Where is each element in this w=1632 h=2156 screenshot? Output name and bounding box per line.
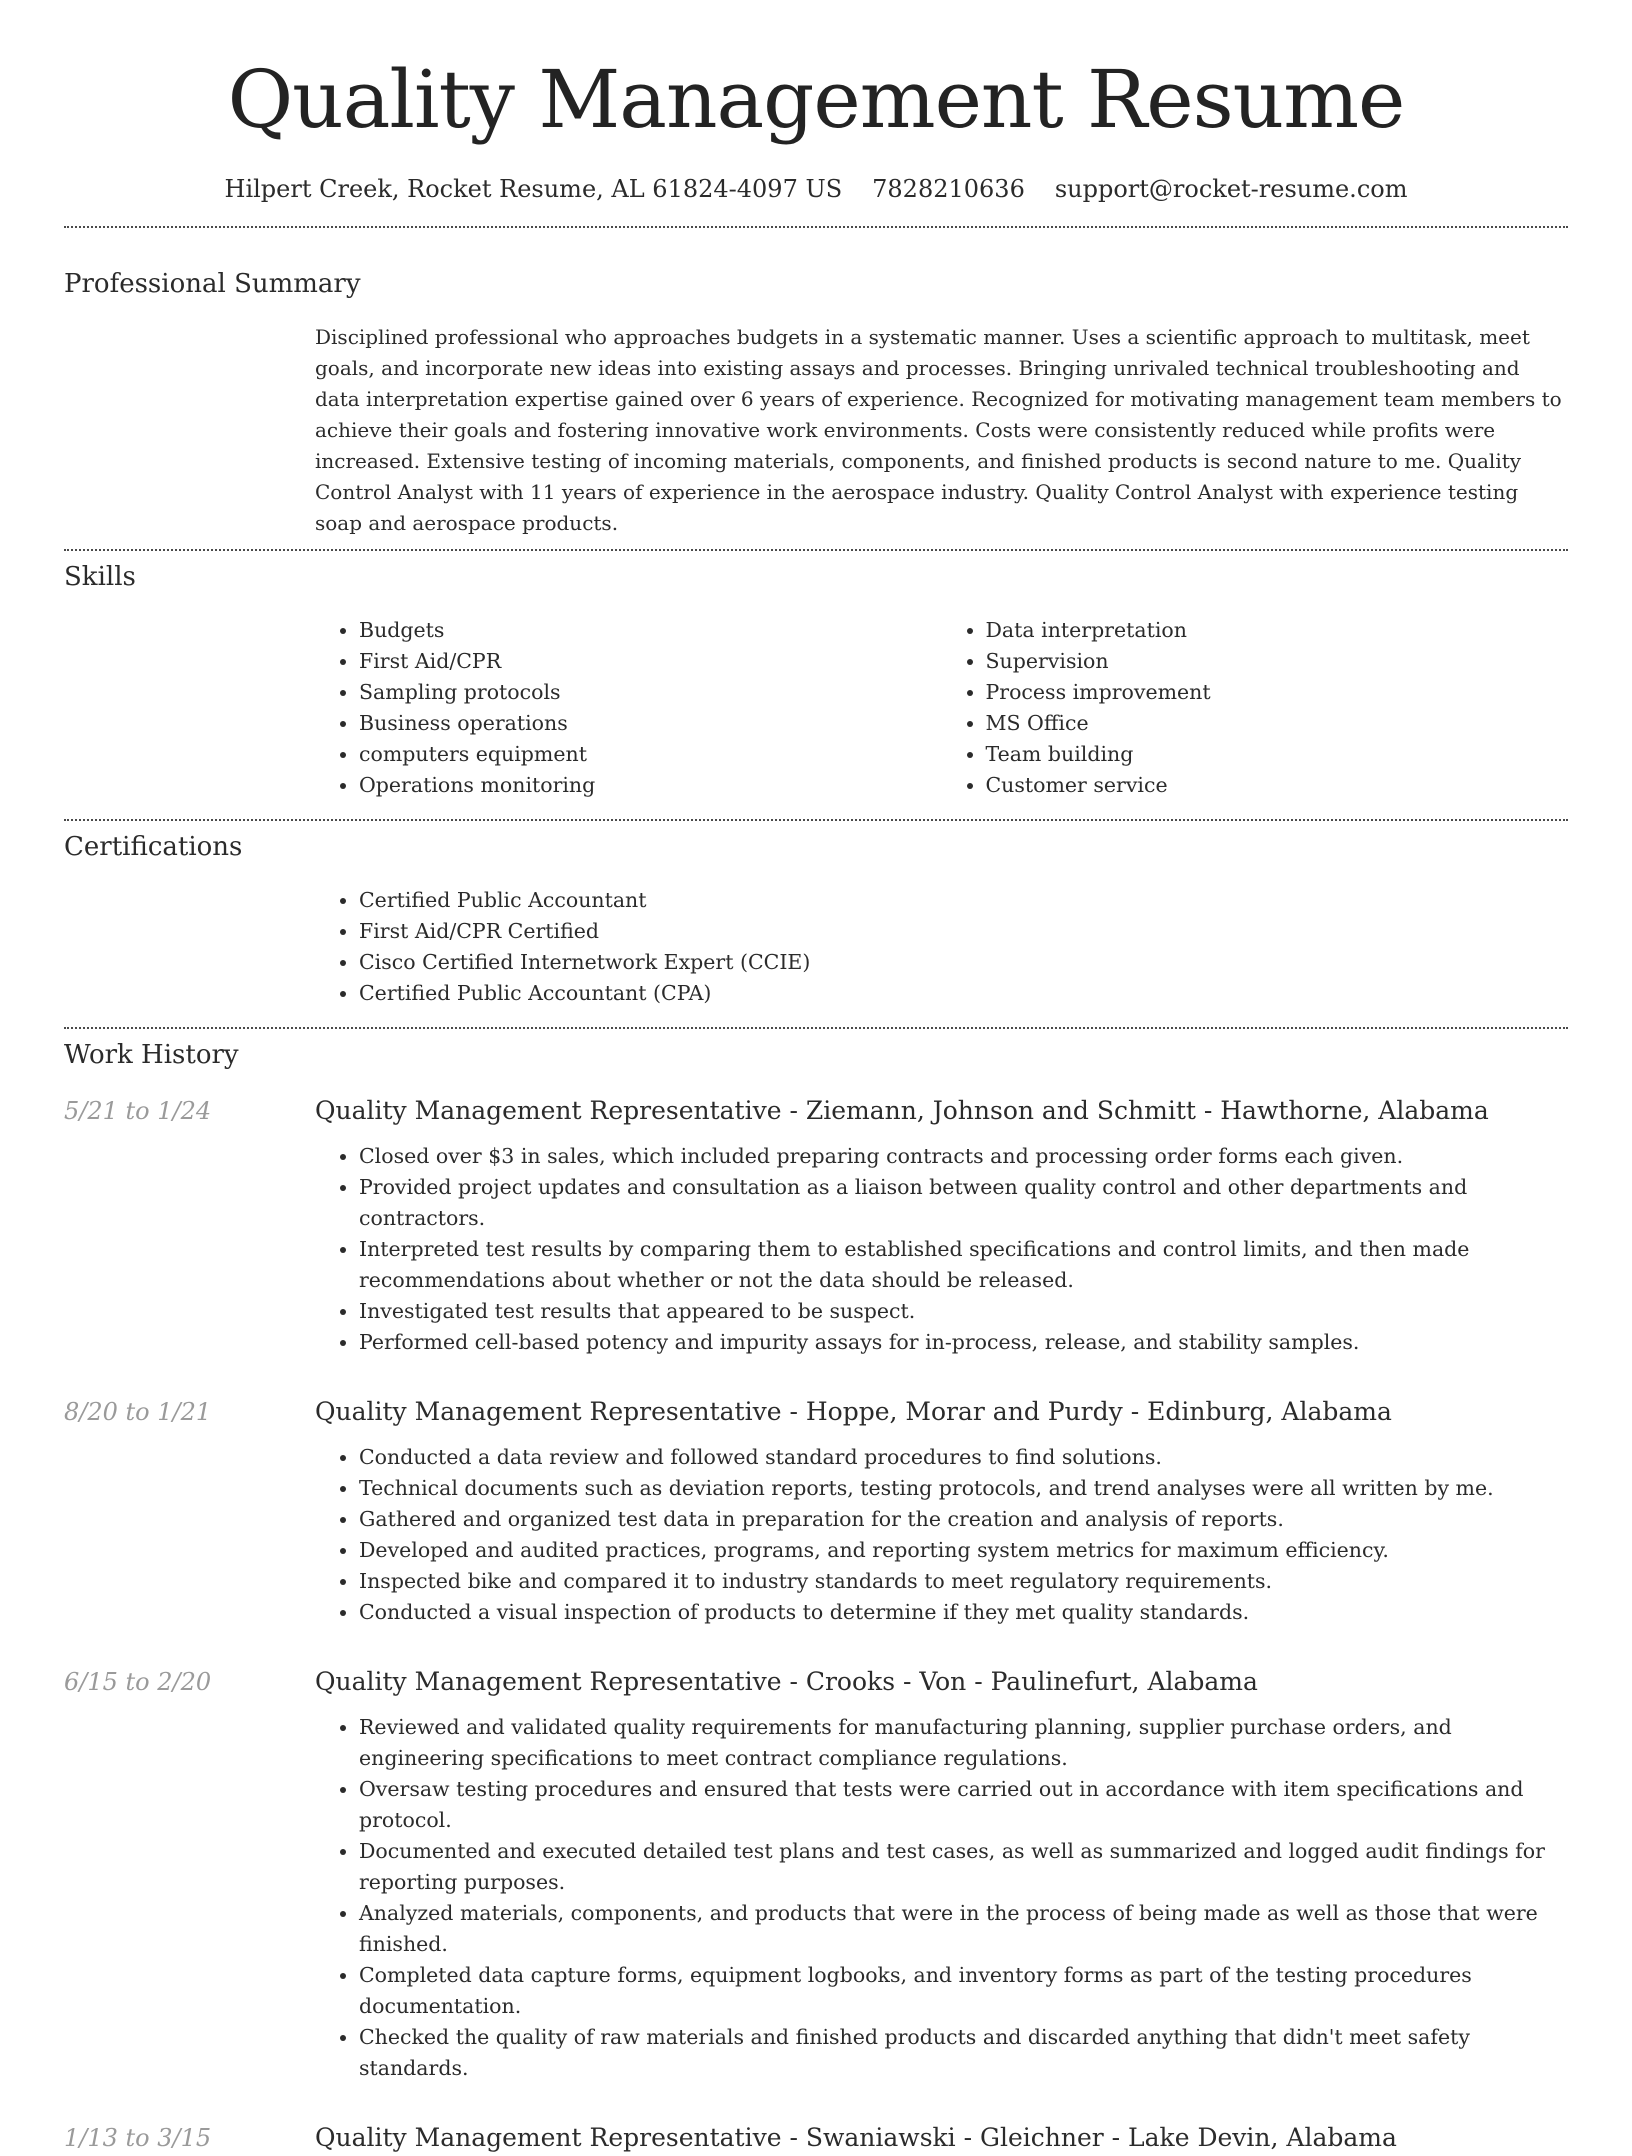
certifications-list <box>315 885 1568 1009</box>
skill-item: • Data interpretation <box>986 615 1569 646</box>
job-bullet: • Inspected bike and compared it to industry standards to meet regulatory requirements. <box>359 1566 1568 1597</box>
job-entry <box>64 1664 1568 2084</box>
job-bullet: • Conducted a data review and followed standard procedures to find solutions. <box>359 1442 1568 1473</box>
certifications-body <box>315 885 1568 1009</box>
job-bullet-list <box>315 1712 1568 2084</box>
job-bullet: • Reviewed and validated quality requirements for manufacturing planning, supplier purchase orders, and engineering specifications to meet contract compliance regulations. <box>359 1712 1568 1774</box>
skill-item: • First Aid/CPR <box>359 646 942 677</box>
skill-item: • Process improvement <box>986 677 1569 708</box>
job-bullet: • Analyzed materials, components, and products that were in the process of being made as well as those that were finished. <box>359 1898 1568 1960</box>
job-bullet: • Technical documents such as deviation reports, testing protocols, and trend analyses were all written by me. <box>359 1473 1568 1504</box>
job-dates: 6/15 to 2/20 <box>64 1668 212 1696</box>
section-heading-summary: Professional Summary <box>64 269 361 299</box>
job-bullet: • Developed and audited practices, programs, and reporting system metrics for maximum efficiency. <box>359 1535 1568 1566</box>
job-title: Quality Management Representative - Swaniawski - Gleichner - Lake Devin, Alabama <box>315 2123 1397 2152</box>
job-bullet: • Oversaw testing procedures and ensured that tests were carried out in accordance with item specifications and protocol. <box>359 1774 1568 1836</box>
contact-phone: 7828210636 <box>872 175 1025 203</box>
skill-item: • Business operations <box>359 708 942 739</box>
summary-section <box>64 268 1568 539</box>
summary-body <box>315 322 1568 539</box>
skill-item: • MS Office <box>986 708 1569 739</box>
skill-item: • Operations monitoring <box>359 770 942 801</box>
certification-item: • Certified Public Accountant <box>359 885 1568 916</box>
job-bullet: • Conducted a visual inspection of products to determine if they met quality standards. <box>359 1597 1568 1628</box>
certification-item: • Certified Public Accountant (CPA) <box>359 978 1568 1009</box>
skill-item: • computers equipment <box>359 739 942 770</box>
job-dates: 1/13 to 3/15 <box>64 2124 212 2152</box>
job-bullets <box>315 1141 1568 1358</box>
section-heading-work-history: Work History <box>64 1040 239 1070</box>
job-bullet: • Completed data capture forms, equipment logbooks, and inventory forms as part of the testing procedures documentation. <box>359 1960 1568 2022</box>
work-history-section <box>64 1039 1568 2156</box>
job-bullet-list <box>315 1442 1568 1628</box>
divider <box>64 549 1568 551</box>
section-heading-certifications: Certifications <box>64 832 243 862</box>
job-bullet: • Provided project updates and consultation as a liaison between quality control and other departments and contractors. <box>359 1172 1568 1234</box>
job-entry <box>64 1093 1568 1358</box>
skills-list-left <box>315 615 942 801</box>
divider <box>64 1027 1568 1029</box>
certifications-section <box>64 831 1568 1009</box>
job-entry <box>64 1394 1568 1628</box>
job-bullet: • Performed cell-based potency and impurity assays for in-process, release, and stability samples. <box>359 1327 1568 1358</box>
job-bullets <box>315 1442 1568 1628</box>
job-dates: 8/20 to 1/21 <box>64 1398 212 1426</box>
divider <box>64 819 1568 821</box>
skill-item: • Customer service <box>986 770 1569 801</box>
skills-section <box>64 561 1568 801</box>
job-title: Quality Management Representative - Crooks - Von - Paulinefurt, Alabama <box>315 1667 1258 1696</box>
job-bullet: • Gathered and organized test data in preparation for the creation and analysis of reports. <box>359 1504 1568 1535</box>
contact-line <box>64 172 1568 206</box>
page-title: Quality Management Resume <box>227 53 1405 146</box>
skills-list-right <box>942 615 1569 801</box>
certification-item: • First Aid/CPR Certified <box>359 916 1568 947</box>
skill-item: • Supervision <box>986 646 1569 677</box>
skill-item: • Budgets <box>359 615 942 646</box>
certification-item: • Cisco Certified Internetwork Expert (CCIE) <box>359 947 1568 978</box>
job-bullet: • Checked the quality of raw materials and finished products and discarded anything that didn't meet safety standards. <box>359 2022 1568 2084</box>
job-bullets <box>315 1712 1568 2084</box>
resume-page <box>64 0 1568 2156</box>
job-bullet: • Investigated test results that appeared to be suspect. <box>359 1296 1568 1327</box>
contact-email: support@rocket-resume.com <box>1054 175 1408 203</box>
section-heading-skills: Skills <box>64 562 136 592</box>
job-bullet: • Documented and executed detailed test plans and test cases, as well as summarized and logged audit findings for reporting purposes. <box>359 1836 1568 1898</box>
summary-text: Disciplined professional who approaches budgets in a systematic manner. Uses a scientific approach to multitask, meet goals, and incorporate new ideas into existing assays and processes. Bringing unrivaled technical troubleshooting and data interpretation expertise gained over 6 years of experience. Recognized for motivating management team members to achieve their goals and fostering innovative work environments. Costs were consistently reduced while profits were increased. Extensive testing of incoming materials, components, and finished products is second nature to me. Quality Control Analyst with 11 years of experience in the aerospace industry. Quality Control Analyst with experience testing soap and aerospace products. <box>315 325 1562 535</box>
job-entry <box>64 2120 1568 2156</box>
divider <box>64 226 1568 228</box>
contact-address: Hilpert Creek, Rocket Resume, AL 61824-4097 US <box>224 175 843 203</box>
skill-item: • Sampling protocols <box>359 677 942 708</box>
skills-columns <box>315 615 1568 801</box>
job-bullet: • Closed over $3 in sales, which included preparing contracts and processing order forms each given. <box>359 1141 1568 1172</box>
skill-item: • Team building <box>986 739 1569 770</box>
job-dates: 5/21 to 1/24 <box>64 1097 212 1125</box>
job-title: Quality Management Representative - Ziemann, Johnson and Schmitt - Hawthorne, Alabama <box>315 1096 1489 1125</box>
job-bullet: • Interpreted test results by comparing them to established specifications and control limits, and then made recommendations about whether or not the data should be released. <box>359 1234 1568 1296</box>
job-title: Quality Management Representative - Hoppe, Morar and Purdy - Edinburg, Alabama <box>315 1397 1392 1426</box>
job-bullet-list <box>315 1141 1568 1358</box>
